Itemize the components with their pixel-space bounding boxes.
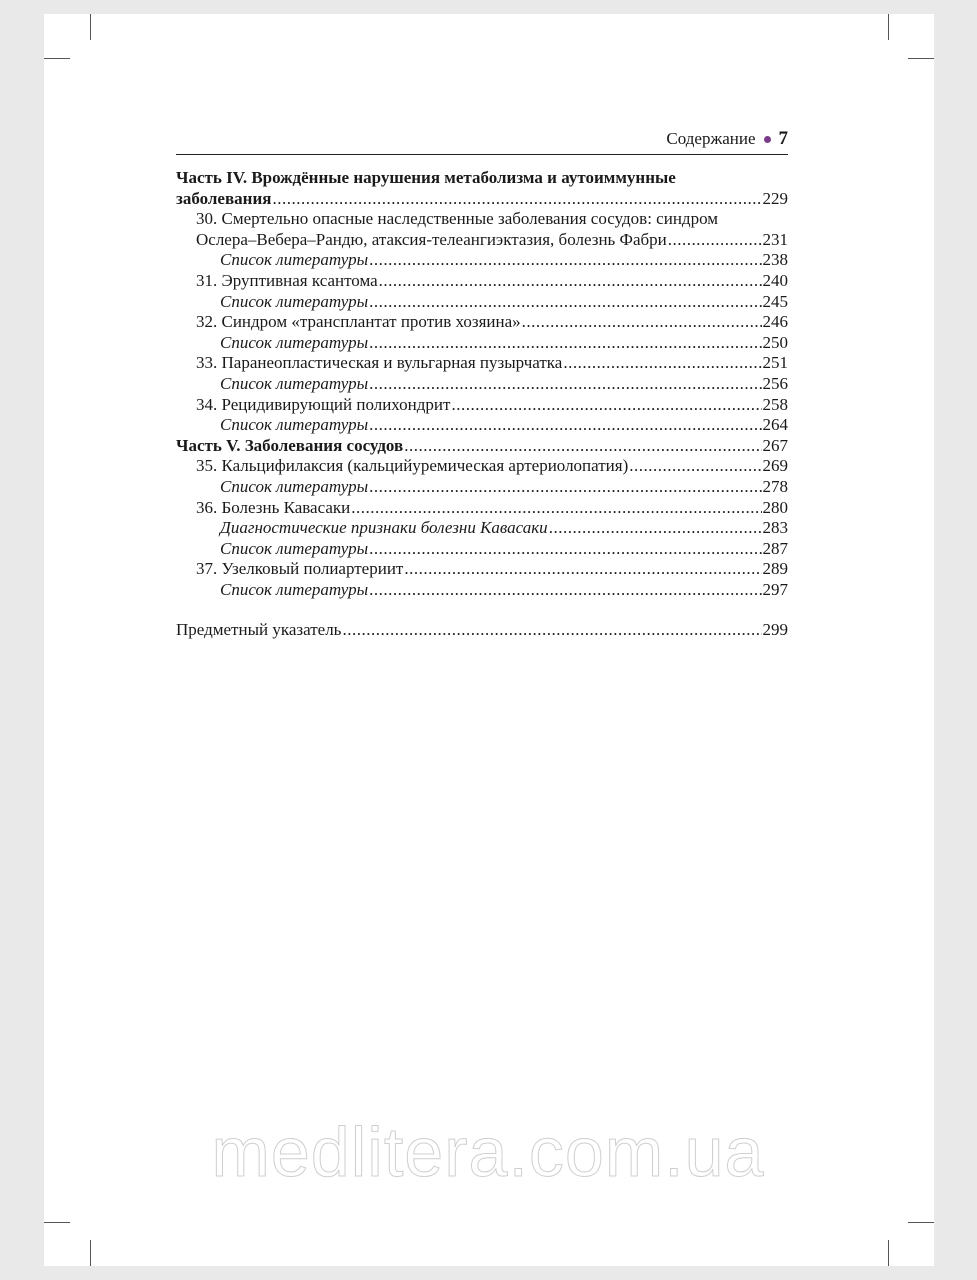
crop-mark: [908, 1222, 934, 1223]
toc-entry-title: Список литературы: [220, 250, 369, 270]
toc-entry[interactable]: [176, 415, 788, 436]
toc-entry-title: 33. Паранеопластическая и вульгарная пузырчатка: [196, 353, 563, 373]
crop-mark: [888, 1240, 889, 1266]
toc-page: 297: [762, 579, 788, 599]
toc-entry-title: Список литературы: [220, 373, 369, 393]
toc-entry[interactable]: [176, 230, 788, 251]
toc-entry-title: Список литературы: [220, 476, 369, 496]
toc-page: 264: [762, 415, 788, 435]
toc-entry-title: заболевания: [176, 188, 272, 208]
toc-part-title: Часть V. Заболевания сосудов: [176, 435, 404, 455]
crop-mark: [90, 14, 91, 40]
toc-entry[interactable]: [176, 498, 788, 519]
toc-page: 246: [762, 312, 788, 332]
dot-leader: [369, 415, 761, 436]
toc-entry[interactable]: [176, 353, 788, 374]
table-of-contents: [176, 168, 788, 641]
dot-leader: [404, 436, 761, 457]
dot-leader: [369, 539, 761, 560]
toc-entry-title: Список литературы: [220, 415, 369, 435]
running-head: [176, 128, 788, 155]
toc-entry[interactable]: [176, 518, 788, 539]
crop-mark: [908, 58, 934, 59]
toc-entry-title: Предметный указатель: [176, 620, 342, 640]
dot-leader: [379, 271, 762, 292]
toc-entry-title: Список литературы: [220, 538, 369, 558]
crop-mark: [44, 58, 70, 59]
dot-leader: [563, 353, 761, 374]
toc-entry-title: Список литературы: [220, 291, 369, 311]
dot-leader: [404, 559, 761, 580]
toc-page: 269: [762, 456, 788, 476]
toc-entry[interactable]: [176, 436, 788, 457]
toc-entry-title: 34. Рецидивирующий полихондрит: [196, 394, 451, 414]
toc-page: 238: [762, 250, 788, 270]
dot-leader: [369, 250, 761, 271]
toc-entry[interactable]: [176, 250, 788, 271]
dot-leader: [342, 620, 761, 641]
toc-entry[interactable]: [176, 189, 788, 210]
toc-page: 280: [762, 497, 788, 517]
toc-page: 231: [762, 229, 788, 249]
toc-page: 245: [762, 291, 788, 311]
crop-mark: [44, 1222, 70, 1223]
crop-mark: [90, 1240, 91, 1266]
toc-page: 229: [762, 188, 788, 208]
toc-entry[interactable]: [176, 580, 788, 601]
running-head-title: Содержание: [666, 129, 756, 148]
toc-entry-title: Диагностические признаки болезни Кавасаки: [220, 518, 548, 538]
toc-page: 283: [762, 518, 788, 538]
bullet-dot-icon: [764, 136, 771, 143]
toc-entry[interactable]: [176, 539, 788, 560]
toc-page: 240: [762, 270, 788, 290]
toc-entry[interactable]: [176, 559, 788, 580]
toc-page: 251: [762, 353, 788, 373]
spacer: [176, 600, 788, 620]
dot-leader: [369, 333, 761, 354]
toc-page: 256: [762, 373, 788, 393]
toc-part-title: Часть IV. Врождённые нарушения метаболизма и аутоиммунные: [176, 168, 676, 187]
dot-leader: [272, 189, 761, 210]
toc-page: 267: [762, 435, 788, 455]
book-page: [44, 14, 934, 1266]
crop-mark: [888, 14, 889, 40]
toc-entry-title: Список литературы: [220, 332, 369, 352]
toc-entry[interactable]: [176, 333, 788, 354]
dot-leader: [668, 230, 762, 251]
dot-leader: [451, 395, 761, 416]
toc-page: 258: [762, 394, 788, 414]
page-number: 7: [778, 128, 788, 149]
dot-leader: [351, 498, 761, 519]
toc-page: 289: [762, 559, 788, 579]
toc-entry-title: Ослера–Вебера–Рандю, атаксия-телеангиэктазия, болезнь Фабри: [196, 229, 667, 249]
toc-entry[interactable]: [176, 271, 788, 292]
dot-leader: [369, 374, 761, 395]
toc-entry[interactable]: [176, 477, 788, 498]
toc-entry-title: 31. Эруптивная ксантома: [196, 270, 378, 290]
toc-entry-title: 37. Узелковый полиартериит: [196, 559, 404, 579]
toc-page: 250: [762, 332, 788, 352]
dot-leader: [629, 456, 761, 477]
dot-leader: [369, 580, 761, 601]
dot-leader: [369, 477, 761, 498]
toc-entry-title: 32. Синдром «трансплантат против хозяина»: [196, 312, 521, 332]
toc-page: 278: [762, 476, 788, 496]
toc-entry[interactable]: [176, 456, 788, 477]
toc-entry-title: 35. Кальцифилаксия (кальцийуремическая артериолопатия): [196, 456, 629, 476]
dot-leader: [522, 312, 762, 333]
toc-entry[interactable]: [176, 620, 788, 641]
toc-entry-title: Список литературы: [220, 579, 369, 599]
watermark: medlitera.com.ua: [211, 1113, 765, 1191]
toc-entry-title: 30. Смертельно опасные наследственные заболевания сосудов: синдром: [196, 209, 719, 229]
toc-page: 299: [762, 620, 788, 640]
toc-entry[interactable]: [176, 374, 788, 395]
toc-page: 287: [762, 538, 788, 558]
toc-entry[interactable]: [176, 312, 788, 333]
toc-entry[interactable]: [176, 292, 788, 313]
dot-leader: [369, 292, 761, 313]
toc-entry[interactable]: [176, 395, 788, 416]
toc-entry-title: 36. Болезнь Кавасаки: [196, 497, 351, 517]
dot-leader: [549, 518, 762, 539]
